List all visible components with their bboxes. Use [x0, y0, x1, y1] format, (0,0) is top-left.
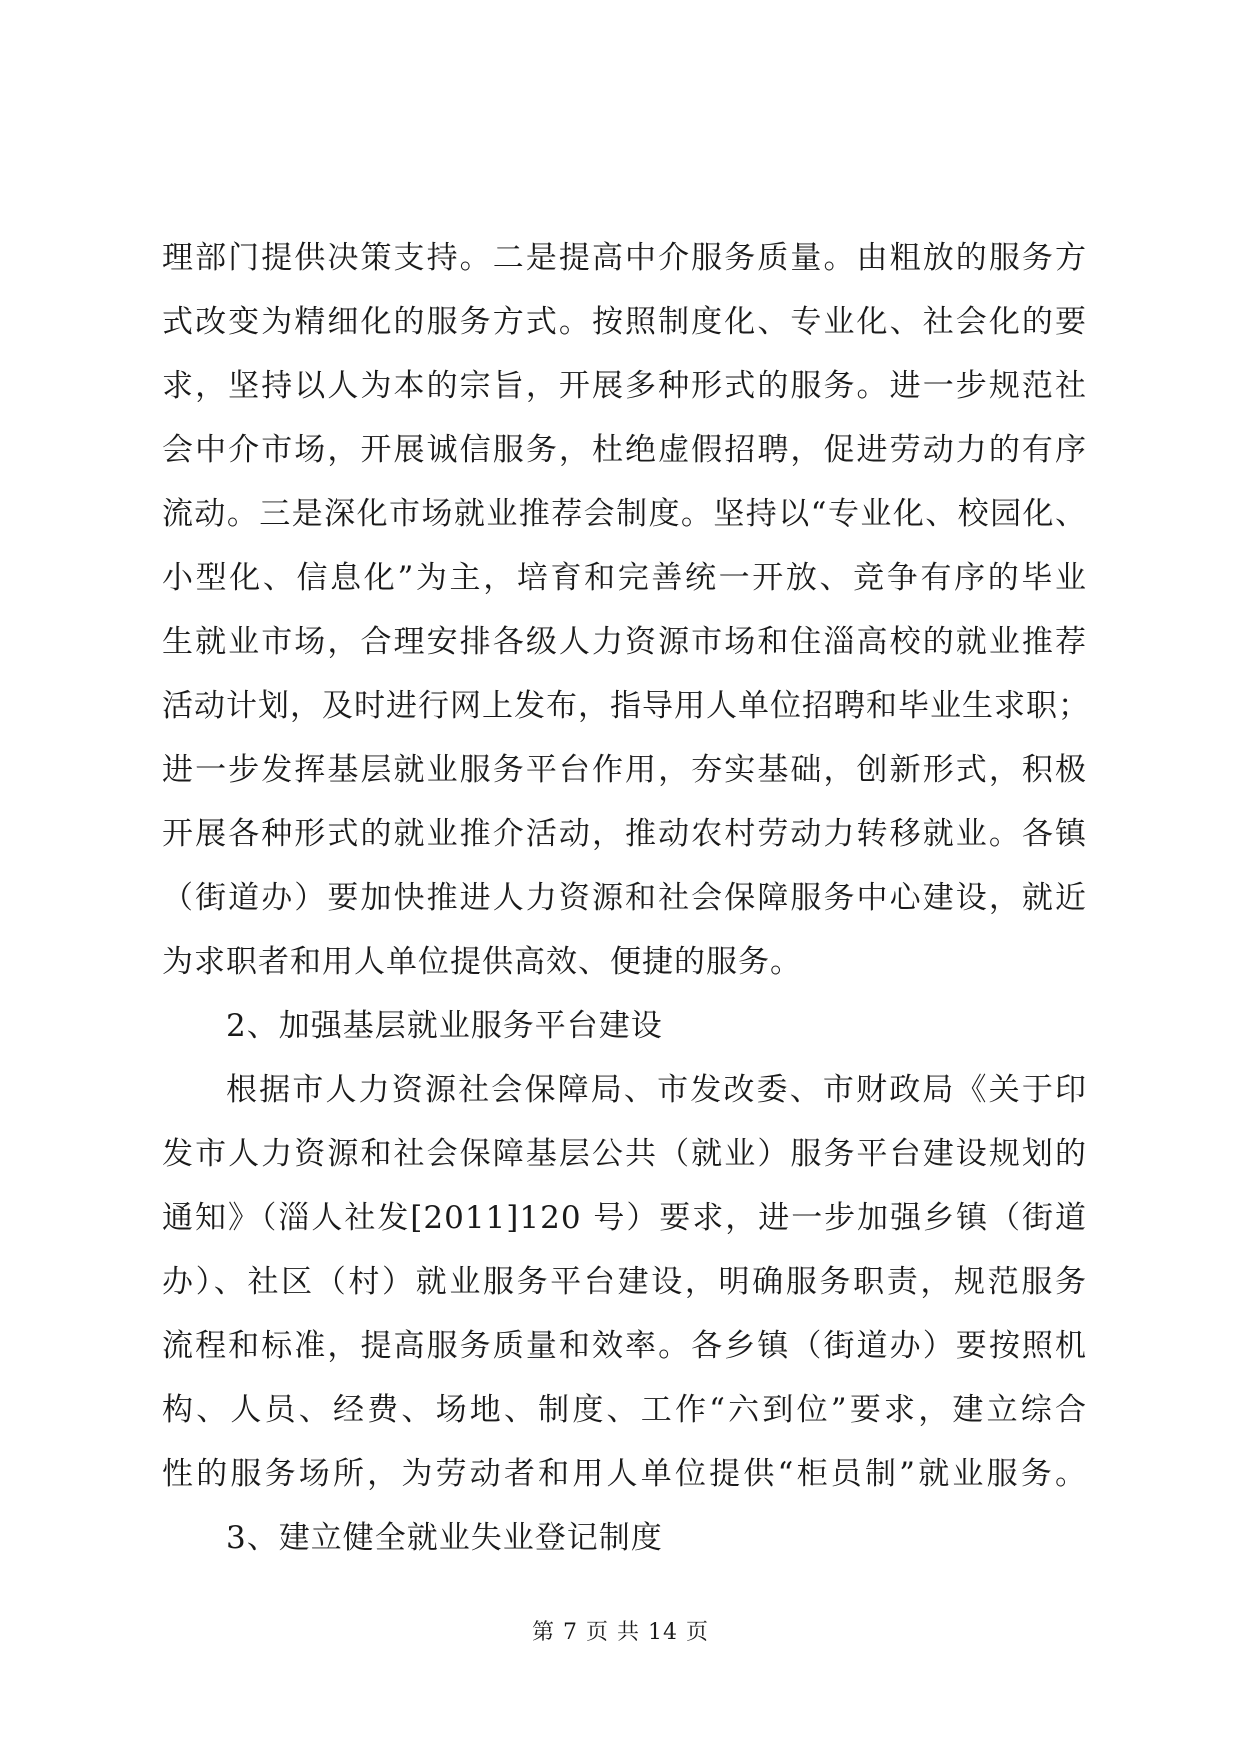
paragraph-line: 构、人员、经费、场地、制度、工作“六到位”要求，建立综合: [162, 1392, 1087, 1428]
page-number-footer: 第 7 页 共 14 页: [532, 1620, 709, 1645]
paragraph-line: 求，坚持以人为本的宗旨，开展多种形式的服务。进一步规范社: [162, 368, 1087, 404]
paragraph-line: 根据市人力资源社会保障局、市发改委、市财政局《关于印: [226, 1072, 1087, 1108]
paragraph-line: 流动。三是深化市场就业推荐会制度。坚持以“专业化、校园化、: [162, 496, 1087, 532]
section-heading: 2、加强基层就业服务平台建设: [226, 1008, 663, 1044]
paragraph-line: 为求职者和用人单位提供高效、便捷的服务。: [162, 944, 802, 980]
paragraph-line: 流程和标准，提高服务质量和效率。各乡镇（街道办）要按照机: [162, 1328, 1087, 1364]
paragraph-line: 办）、社区（村）就业服务平台建设，明确服务职责，规范服务: [162, 1264, 1087, 1300]
paragraph-line: 会中介市场，开展诚信服务，杜绝虚假招聘，促进劳动力的有序: [162, 432, 1087, 468]
paragraph-line: 理部门提供决策支持。二是提高中介服务质量。由粗放的服务方: [162, 240, 1087, 276]
paragraph-line: 生就业市场，合理安排各级人力资源市场和住淄高校的就业推荐: [162, 624, 1087, 660]
paragraph-line: 活动计划，及时进行网上发布，指导用人单位招聘和毕业生求职；: [162, 688, 1090, 724]
paragraph-line: 性的服务场所，为劳动者和用人单位提供“柜员制”就业服务。: [162, 1456, 1087, 1492]
paragraph-line: 小型化、信息化”为主，培育和完善统一开放、竞争有序的毕业: [162, 560, 1087, 596]
paragraph-line: （街道办）要加快推进人力资源和社会保障服务中心建设，就近: [162, 880, 1087, 916]
paragraph-line: 发市人力资源和社会保障基层公共（就业）服务平台建设规划的: [162, 1136, 1087, 1172]
section-heading: 3、建立健全就业失业登记制度: [226, 1520, 663, 1556]
paragraph-line: 式改变为精细化的服务方式。按照制度化、专业化、社会化的要: [162, 304, 1087, 340]
paragraph-line: 进一步发挥基层就业服务平台作用，夯实基础，创新形式，积极: [162, 752, 1087, 788]
paragraph-line: 开展各种形式的就业推介活动，推动农村劳动力转移就业。各镇: [162, 816, 1087, 852]
paragraph-line: 通知》（淄人社发[2011]120 号）要求，进一步加强乡镇（街道: [162, 1200, 1087, 1236]
